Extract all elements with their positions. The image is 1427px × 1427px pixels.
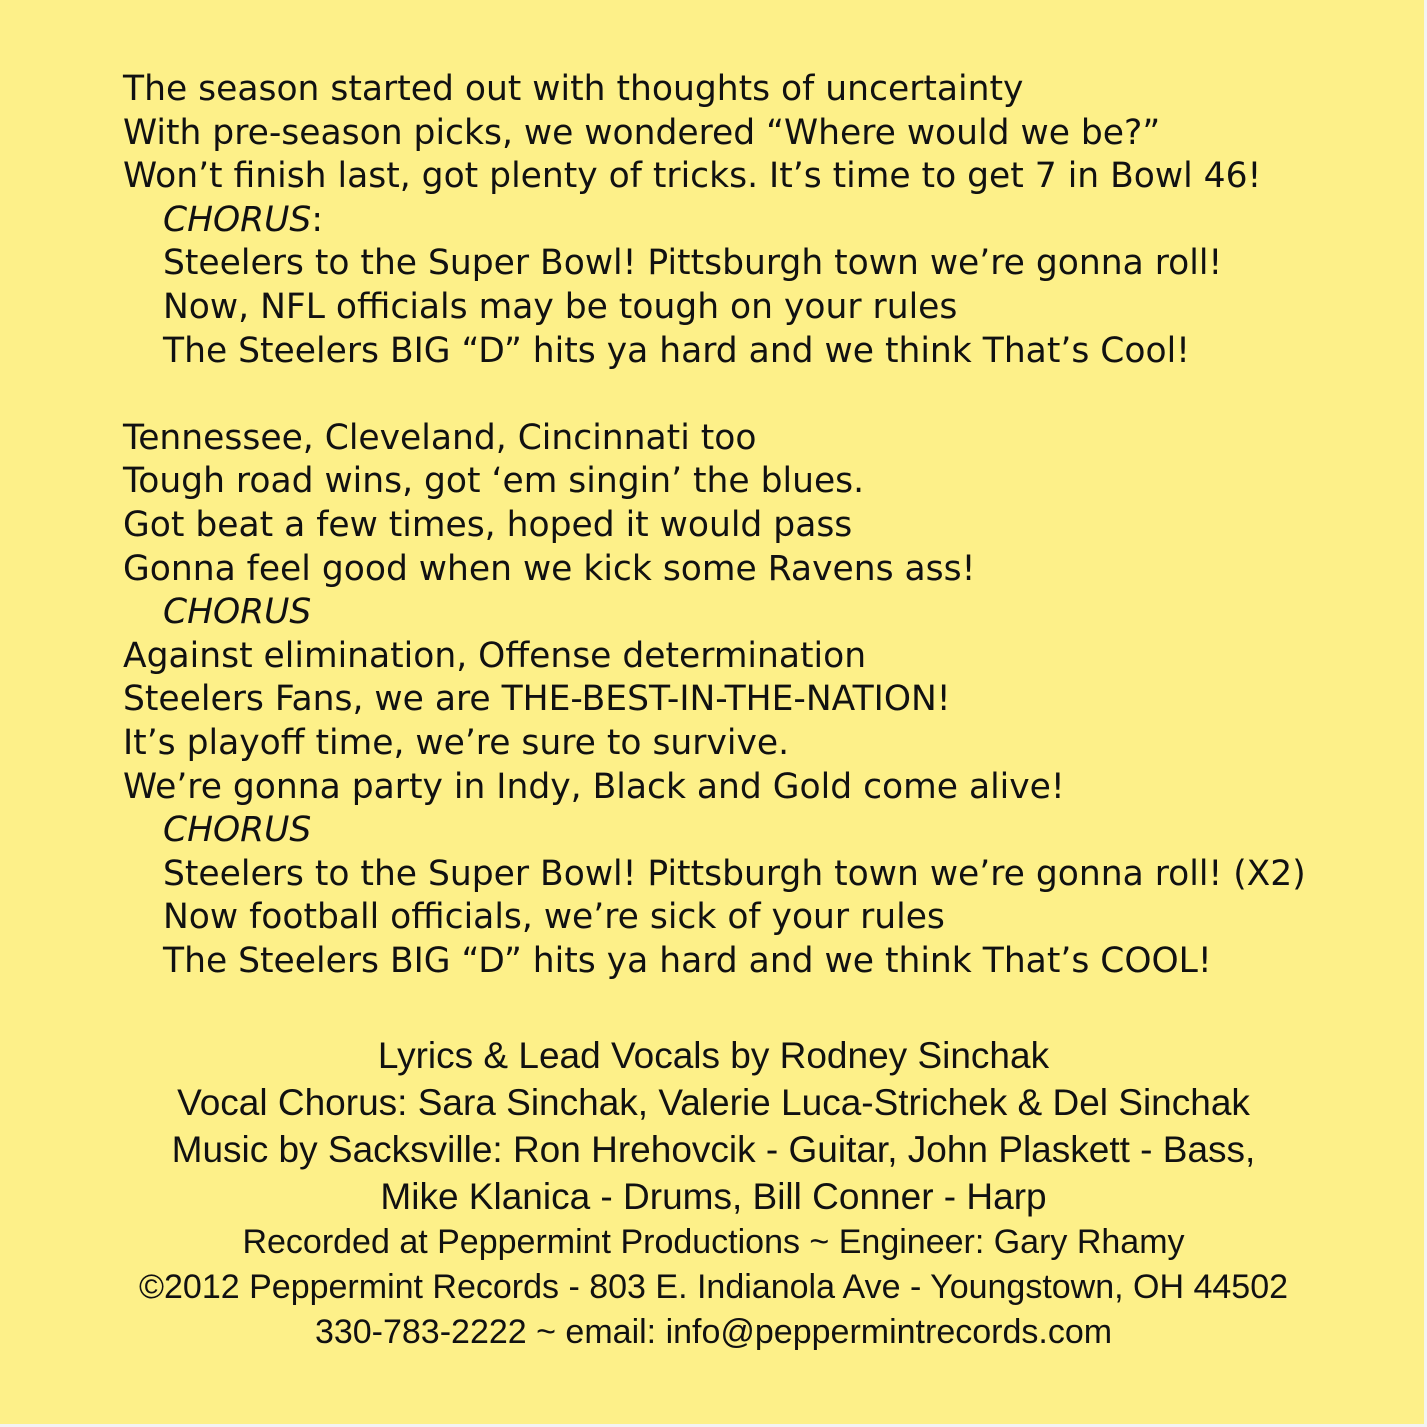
lyric-line: We’re gonna party in Indy, Black and Gold come alive!: [123, 766, 1065, 807]
music-credit-line-2: Mike Klanica - Drums, Bill Conner - Harp: [380, 1176, 1047, 1217]
lyric-line: Tennessee, Cleveland, Cincinnati too: [123, 417, 757, 458]
contact-info: 330-783-2222 ~ email: info@peppermintrecords.com: [314, 1313, 1113, 1351]
lyric-line: With pre-season picks, we wondered “Where would we be?”: [123, 112, 1161, 153]
music-credit-line-1: Music by Sacksville: Ron Hrehovcik - Guitar, John Plaskett - Bass,: [171, 1129, 1256, 1170]
lyric-line: Won’t finish last, got plenty of tricks. It’s time to get 7 in Bowl 46!: [123, 156, 1262, 197]
lyrics-credit: Lyrics & Lead Vocals by Rodney Sinchak: [377, 1035, 1050, 1076]
chorus-label-colon: :: [311, 199, 323, 240]
chorus-label: CHORUS: [163, 199, 312, 240]
chorus-label: CHORUS: [163, 810, 312, 851]
recording-credit: Recorded at Peppermint Productions ~ Engineer: Gary Rhamy: [242, 1223, 1185, 1261]
lyric-line: Gonna feel good when we kick some Ravens ass!: [123, 548, 976, 589]
chorus-line: The Steelers BIG “D” hits ya hard and we think That’s Cool!: [163, 330, 1190, 371]
chorus-label: CHORUS: [163, 592, 312, 633]
stanza-gap: [123, 373, 1403, 417]
chorus-line: Now football officials, we’re sick of your rules: [163, 897, 945, 938]
song-lyrics: [123, 68, 1403, 983]
lyric-line: Steelers Fans, we are THE-BEST-IN-THE-NATION!: [123, 679, 951, 720]
lyric-line: Against elimination, Offense determination: [123, 635, 867, 676]
chorus-line: Steelers to the Super Bowl! Pittsburgh town we’re gonna roll! (X2): [163, 853, 1306, 894]
copyright-notice: ©2012 Peppermint Records - 803 E. Indianola Ave - Youngstown, OH 44502: [138, 1268, 1289, 1306]
album-credits: [0, 1032, 1427, 1355]
lyric-line: Got beat a few times, hoped it would pass: [123, 504, 853, 545]
vocal-chorus-credit: Vocal Chorus: Sara Sinchak, Valerie Luca-Strichek & Del Sinchak: [177, 1082, 1250, 1123]
lyric-line: Tough road wins, got ‘em singin’ the blues.: [123, 461, 865, 502]
chorus-line: Steelers to the Super Bowl! Pittsburgh town we’re gonna roll!: [163, 243, 1223, 284]
chorus-line: The Steelers BIG “D” hits ya hard and we think That’s COOL!: [163, 940, 1212, 981]
chorus-line: Now, NFL officials may be tough on your rules: [163, 286, 958, 327]
lyric-line: It’s playoff time, we’re sure to survive.: [123, 722, 790, 763]
lyric-line: The season started out with thoughts of uncertainty: [123, 69, 1024, 109]
chorus-heading: [123, 199, 1403, 243]
